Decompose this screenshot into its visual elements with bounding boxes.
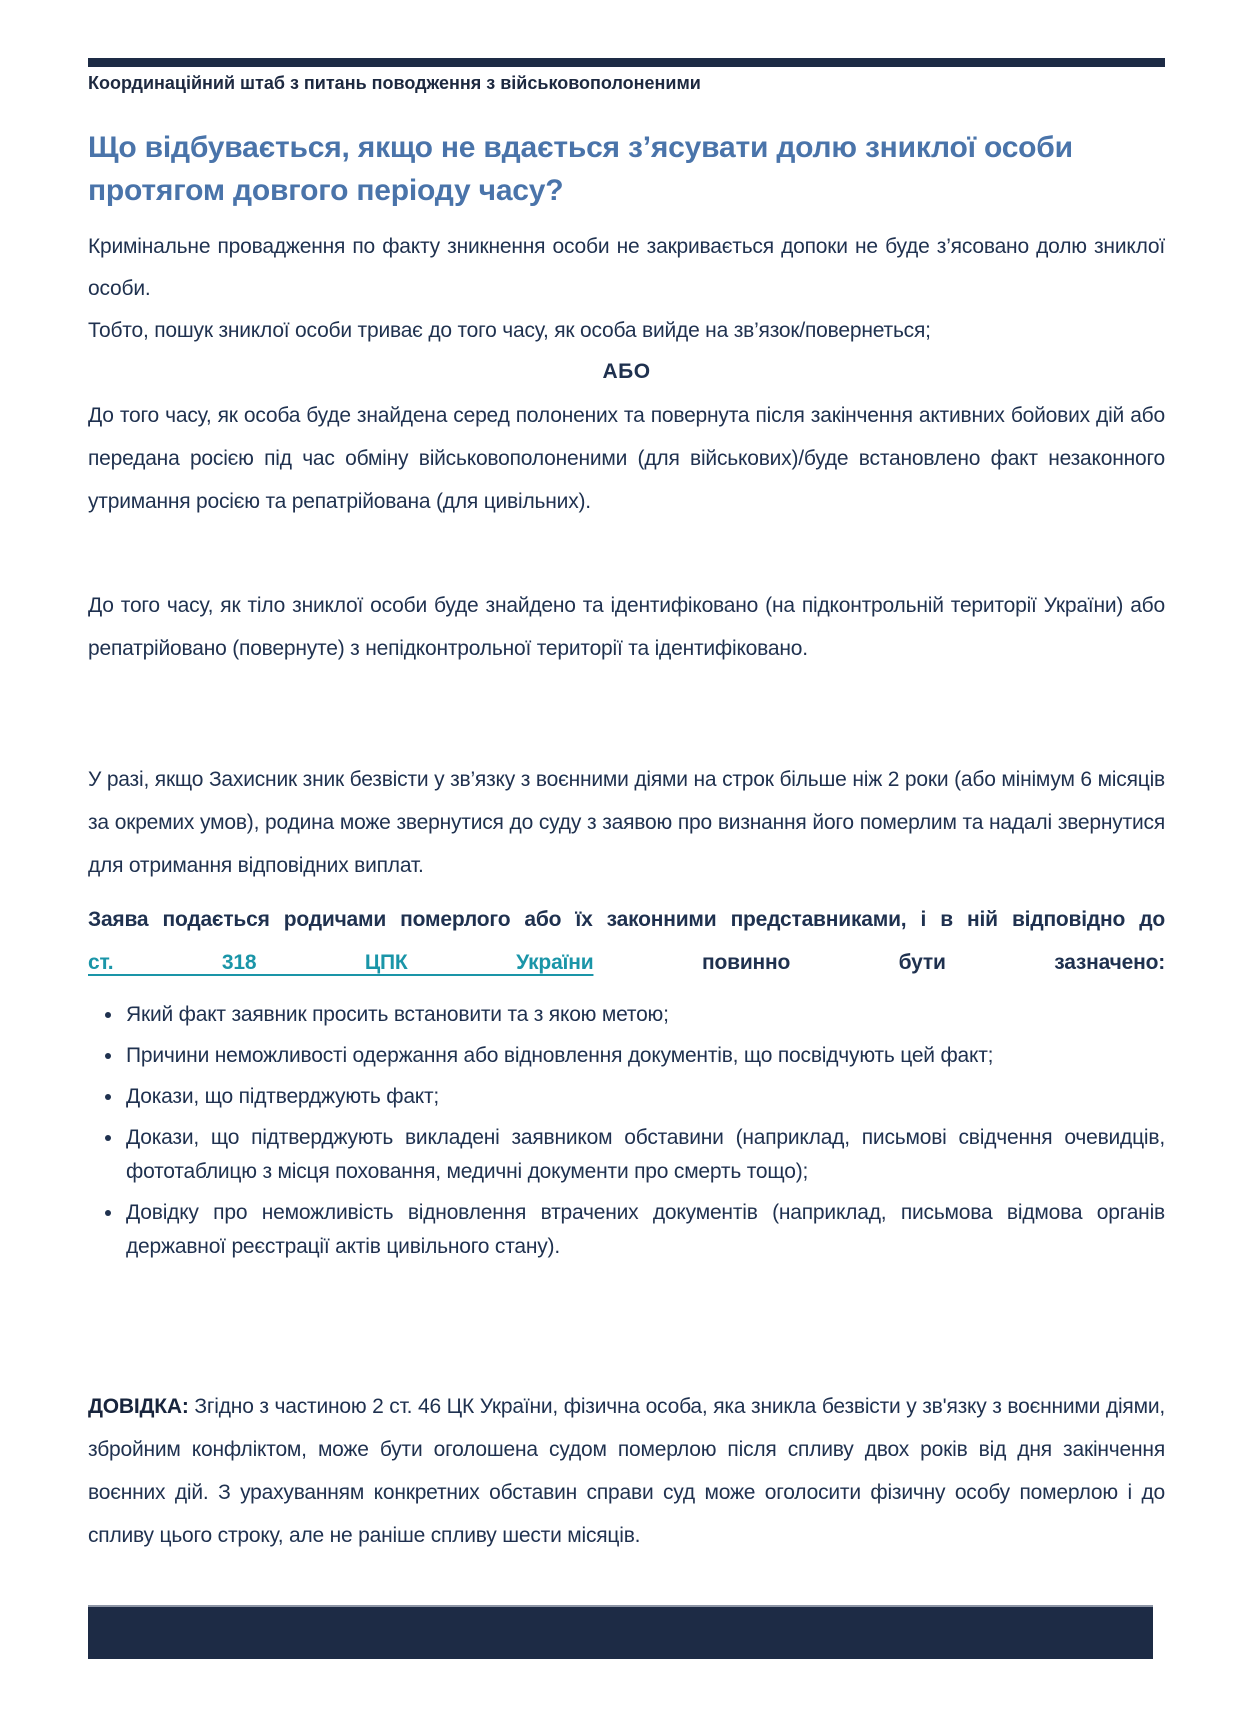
reference-text: Згідно з частиною 2 ст. 46 ЦК України, фізична особа, яка зникла безвісти у зв'язку з воєнними діями, збройним конфліктом, може бути оголошена судом померлою після спливу двох років від дня закінчення воєнних дій. З урахуванням конкретних обставин справи суд може оголосити фізичну особу померлою і до спливу цього строку, але не раніше спливу шести місяців.	[88, 1395, 1165, 1547]
statute-318-cpk-link[interactable]: ст. 318 ЦПК України	[88, 951, 594, 974]
document-header-org-name: Координаційний штаб з питань поводження з військовополоненими	[88, 73, 701, 93]
paragraph-search-continues-text: Тобто, пошук зниклої особи триває до того часу, як особа вийде на зв’язок/повернеться;	[88, 319, 931, 342]
list-item: • Докази, що підтверджують факт;	[124, 1080, 1165, 1114]
list-item: • Докази, що підтверджують викладені заявником обставини (наприклад, письмові свідчення очевидців, фототаблицю з місця поховання, медичні документи про смерть тощо);	[124, 1121, 1165, 1189]
reference-label: ДОВІДКА:	[88, 1395, 189, 1418]
application-tail-text: повинно бути зазначено:	[702, 951, 1165, 974]
paragraph-criminal-proceeding	[88, 226, 1165, 352]
reference-note	[88, 1385, 1165, 1557]
list-item: • Який факт заявник просить встановити та з якою метою;	[124, 998, 1165, 1032]
application-intro-text: Заява подається родичами померлого або їх законними представниками, і в ній відповідно до	[88, 908, 1165, 931]
footer-bar	[88, 1605, 1153, 1659]
application-requirements-list	[88, 998, 1165, 1271]
page-title: Що відбувається, якщо не вдається з’ясувати долю зниклої особи протягом довгого періоду часу?	[88, 131, 1073, 207]
top-rule-bar	[88, 58, 1165, 67]
list-item: • Причини неможливості одержання або відновлення документів, що посвідчують цей факт;	[124, 1039, 1165, 1073]
list-item: • Довідку про неможливість відновлення втрачених документів (наприклад, письмова відмова органів державної реєстрації актів цивільного стану).	[124, 1196, 1165, 1264]
paragraph-application-requirements	[88, 898, 1165, 984]
or-divider: АБО	[602, 360, 651, 383]
paragraph-body-identified: До того часу, як тіло зниклої особи буде знайдено та ідентифіковано (на підконтрольній території України) або репатрійовано (повернуте) з непідконтрольної території та ідентифіковано.	[88, 594, 1165, 660]
paragraph-criminal-proceeding-text: Кримінальне провадження по факту зникнення особи не закривається допоки не буде з’ясовано долю зниклої особи.	[88, 235, 1165, 300]
paragraph-found-among-prisoners: До того часу, як особа буде знайдена серед полонених та повернута після закінчення активних бойових дій або передана росією під час обміну військовополоненими (для військових)/буде встановлено факт незаконного утримання росією та репатрійована (для цивільних).	[88, 404, 1165, 513]
paragraph-missing-two-years: У разі, якщо Захисник зник безвісти у зв’язку з воєнними діями на строк більше ніж 2 роки (або мінімум 6 місяців за окремих умов), родина може звернутися до суду з заявою про визнання його померлим та надалі звернутися для отримання відповідних виплат.	[88, 768, 1165, 877]
